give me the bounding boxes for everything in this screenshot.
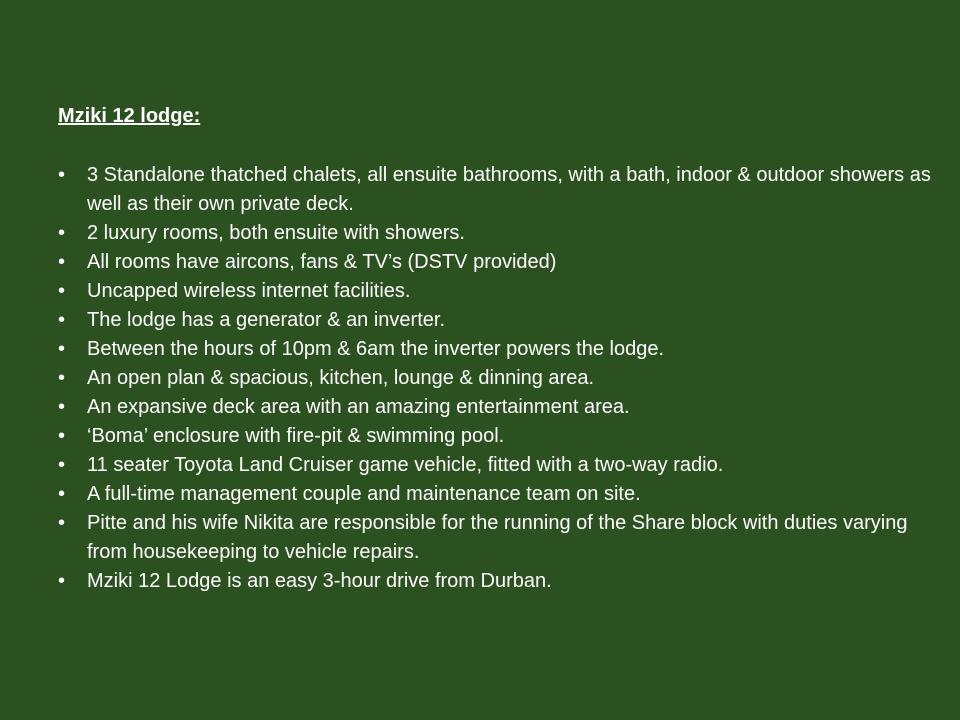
bullet-list <box>58 161 938 596</box>
bullet-icon: • <box>58 512 66 534</box>
list-item <box>58 219 938 248</box>
list-item-text: An open plan & spacious, kitchen, lounge & dinning area. <box>87 367 595 389</box>
list-item <box>58 567 938 596</box>
bullet-icon: • <box>58 280 66 302</box>
bullet-icon: • <box>58 164 66 186</box>
list-item <box>58 509 938 567</box>
slide-title: Mziki 12 lodge: <box>58 105 201 127</box>
list-item <box>58 306 938 335</box>
list-item-text: A full-time management couple and maintenance team on site. <box>87 483 641 505</box>
list-item <box>58 248 938 277</box>
list-item <box>58 393 938 422</box>
slide-content <box>58 103 938 596</box>
bullet-icon: • <box>58 367 66 389</box>
list-item <box>58 422 938 451</box>
list-item <box>58 277 938 306</box>
list-item-text: 2 luxury rooms, both ensuite with showers. <box>87 222 465 244</box>
bullet-icon: • <box>58 396 66 418</box>
bullet-icon: • <box>58 570 66 592</box>
list-item-text: Mziki 12 Lodge is an easy 3-hour drive from Durban. <box>87 570 552 592</box>
list-item <box>58 451 938 480</box>
list-item-text: An expansive deck area with an amazing entertainment area. <box>87 396 630 418</box>
bullet-icon: • <box>58 425 66 447</box>
list-item-text: Uncapped wireless internet facilities. <box>87 280 411 302</box>
list-item-text: 11 seater Toyota Land Cruiser game vehicle, fitted with a two-way radio. <box>87 454 724 476</box>
list-item-text: All rooms have aircons, fans & TV’s (DSTV provided) <box>87 251 557 273</box>
list-item <box>58 480 938 509</box>
bullet-icon: • <box>58 222 66 244</box>
list-item <box>58 161 938 219</box>
list-item-text: Between the hours of 10pm & 6am the inverter powers the lodge. <box>87 338 665 360</box>
list-item-text: Pitte and his wife Nikita are responsible for the running of the Share block with duties varying from housekeeping to vehicle repairs. <box>87 512 908 563</box>
bullet-icon: • <box>58 454 66 476</box>
list-item-text: 3 Standalone thatched chalets, all ensuite bathrooms, with a bath, indoor & outdoor showers as well as their own private deck. <box>87 164 931 215</box>
bullet-icon: • <box>58 309 66 331</box>
bullet-icon: • <box>58 338 66 360</box>
list-item-text: The lodge has a generator & an inverter. <box>87 309 446 331</box>
list-item <box>58 335 938 364</box>
bullet-icon: • <box>58 483 66 505</box>
list-item <box>58 364 938 393</box>
list-item-text: ‘Boma’ enclosure with fire-pit & swimming pool. <box>87 425 505 447</box>
bullet-icon: • <box>58 251 66 273</box>
